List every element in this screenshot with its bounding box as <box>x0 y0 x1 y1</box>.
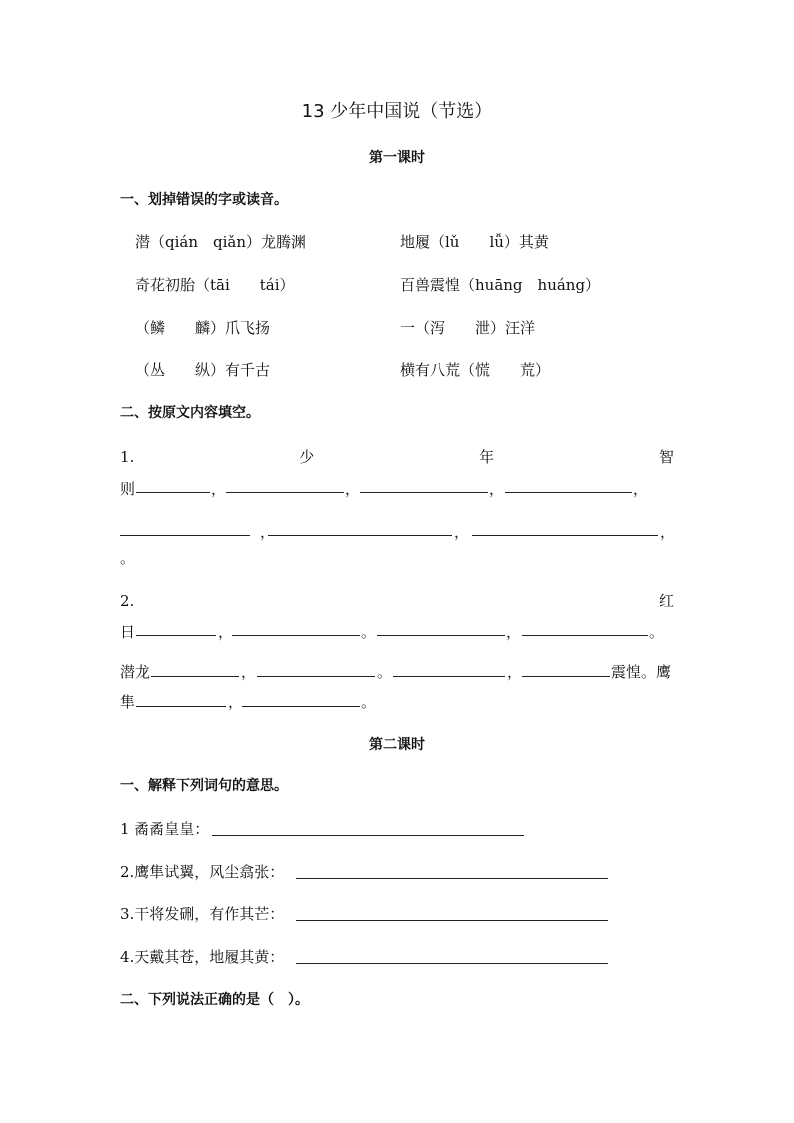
question-word: 则 <box>120 480 136 498</box>
pinyin-item[interactable]: 奇花初胎（tāi tái） <box>135 276 295 294</box>
lesson-two-heading: 第二课时 <box>369 737 425 753</box>
explain-item: 4.天戴其苍，地履其黄： <box>120 948 285 966</box>
punctuation: ， <box>633 480 649 498</box>
question-word: 日 <box>120 623 136 641</box>
explain-item: 2.鹰隼试翼，风尘翕张： <box>120 863 285 881</box>
punctuation: ， <box>506 623 522 641</box>
explain-item: 3.干将发硎，有作其芒： <box>120 905 285 923</box>
section-cross-out-heading: 一、划掉错误的字或读音。 <box>120 192 288 208</box>
answer-blank[interactable] <box>136 706 226 707</box>
question-word: 震惶。鹰 <box>611 663 672 681</box>
explain-item: 1 矞矞皇皇： <box>120 820 210 838</box>
character-item[interactable]: （鳞 麟）爪飞扬 <box>135 319 271 337</box>
pinyin-item[interactable]: 百兽震惶（huāng huáng） <box>400 276 601 294</box>
question-word: 隼 <box>120 693 136 711</box>
answer-blank[interactable] <box>393 676 505 677</box>
character-item[interactable]: 一（泻 泄）汪洋 <box>400 319 536 337</box>
punctuation: 。 <box>649 623 665 641</box>
punctuation: 。 <box>361 623 377 641</box>
page-title: 13 少年中国说（节选） <box>301 101 493 122</box>
answer-blank[interactable] <box>296 963 608 964</box>
answer-blank[interactable] <box>472 535 658 536</box>
answer-blank[interactable] <box>522 635 648 636</box>
question-word: 年 <box>479 448 495 466</box>
punctuation: 。 <box>377 663 393 681</box>
answer-blank[interactable] <box>268 535 452 536</box>
character-item[interactable]: （丛 纵）有千古 <box>135 361 271 379</box>
punctuation: ， <box>660 523 676 541</box>
punctuation: 。 <box>120 549 136 567</box>
question-word: 红 <box>658 592 674 610</box>
section-choice-heading: 二、下列说法正确的是（ ）。 <box>120 992 309 1008</box>
answer-blank[interactable] <box>360 492 488 493</box>
question-word: 少 <box>299 448 315 466</box>
question-number: 2. <box>120 592 135 610</box>
answer-blank[interactable] <box>257 676 375 677</box>
question-one-line <box>120 447 674 467</box>
punctuation: ， <box>507 663 523 681</box>
answer-blank[interactable] <box>505 492 632 493</box>
pinyin-item[interactable]: 潜（qián qiǎn）龙腾渊 <box>135 233 307 251</box>
answer-blank[interactable] <box>232 635 360 636</box>
answer-blank[interactable] <box>522 676 610 677</box>
pinyin-item[interactable]: 地履（lǔ lǚ）其黄 <box>400 233 549 251</box>
question-two-line <box>120 591 674 611</box>
lesson-one-heading: 第一课时 <box>369 150 425 166</box>
punctuation: ， <box>489 480 505 498</box>
question-number: 1. <box>120 448 135 466</box>
answer-blank[interactable] <box>296 878 608 879</box>
answer-blank[interactable] <box>377 635 505 636</box>
punctuation: ， <box>211 480 227 498</box>
question-word: 智 <box>658 448 674 466</box>
section-explain-heading: 一、解释下列词句的意思。 <box>120 778 288 794</box>
answer-blank[interactable] <box>296 920 608 921</box>
punctuation: ， <box>218 623 234 641</box>
punctuation: ， <box>454 523 470 541</box>
answer-blank[interactable] <box>120 535 250 536</box>
punctuation: ， <box>228 693 244 711</box>
answer-blank[interactable] <box>136 635 216 636</box>
section-fill-blank-heading: 二、按原文内容填空。 <box>120 405 260 421</box>
answer-blank[interactable] <box>136 492 210 493</box>
punctuation: 。 <box>361 693 377 711</box>
punctuation: ， <box>241 663 257 681</box>
answer-blank[interactable] <box>242 706 360 707</box>
answer-blank[interactable] <box>226 492 344 493</box>
punctuation: ， <box>260 523 276 541</box>
character-item[interactable]: 横有八荒（慌 荒） <box>400 361 551 379</box>
answer-blank[interactable] <box>212 835 524 836</box>
question-word: 潜龙 <box>120 663 151 681</box>
answer-blank[interactable] <box>151 676 239 677</box>
punctuation: ， <box>345 480 361 498</box>
